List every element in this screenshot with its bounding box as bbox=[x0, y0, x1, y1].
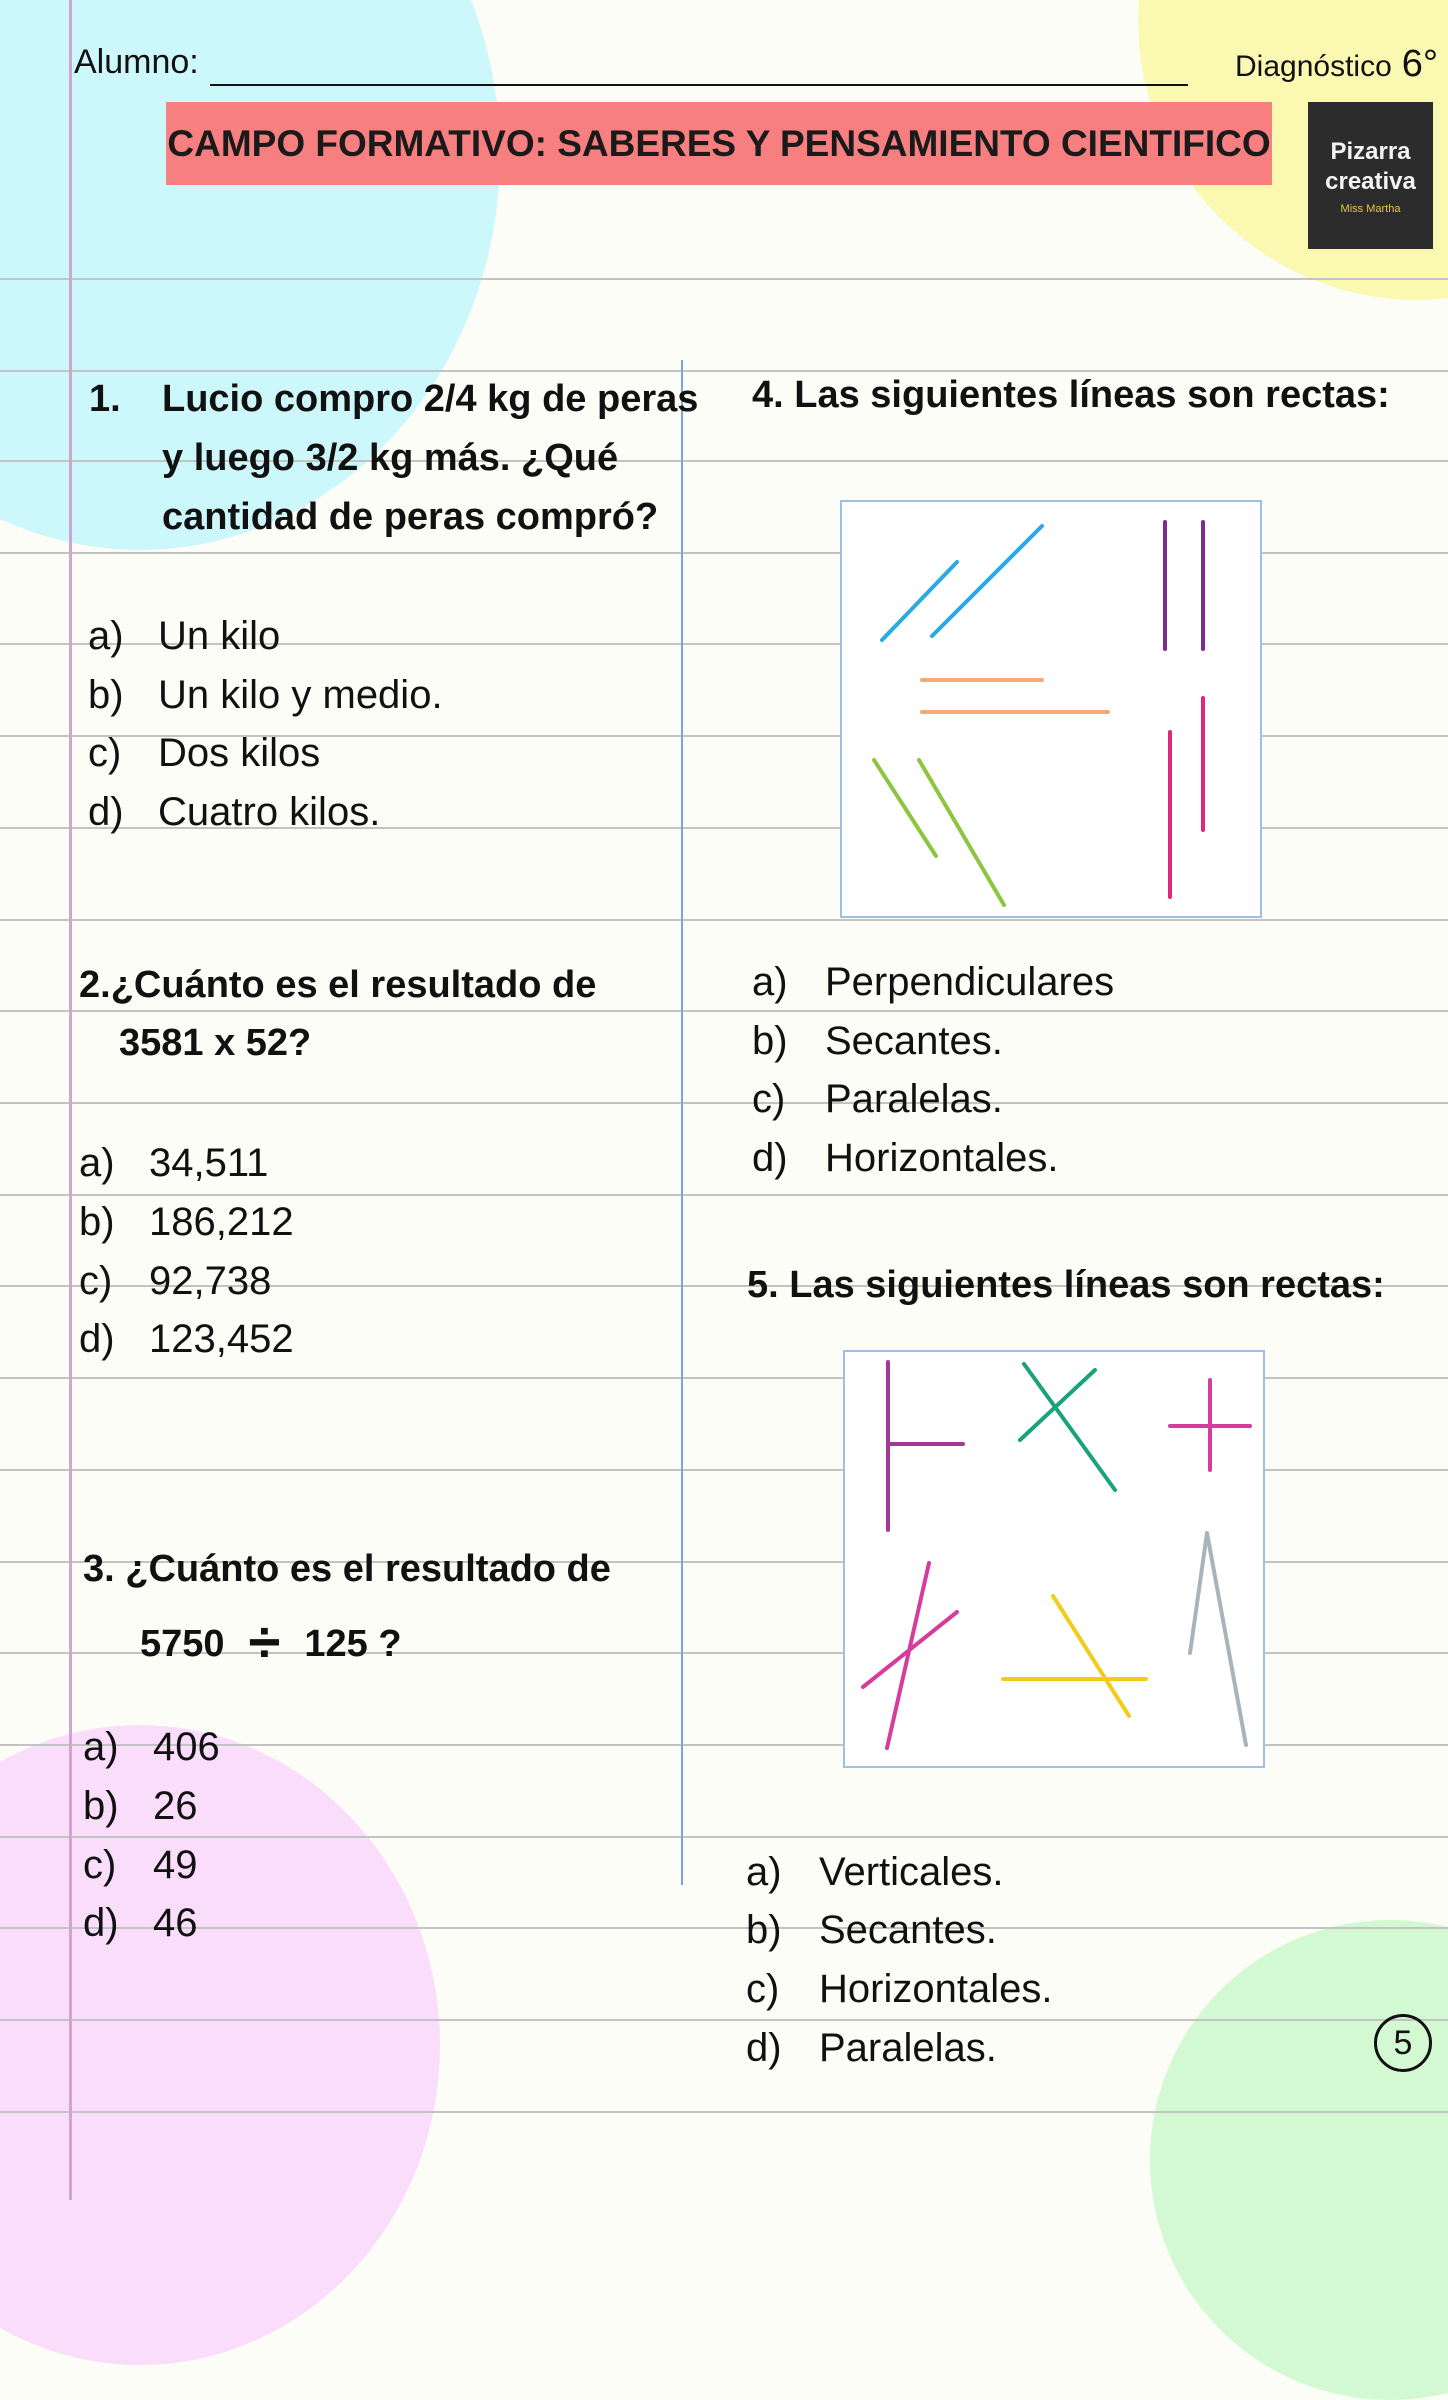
line-yellow bbox=[1053, 1596, 1129, 1716]
margin-line bbox=[69, 0, 72, 2200]
option-letter: a) bbox=[746, 1850, 782, 1894]
option-text: Dos kilos bbox=[158, 731, 321, 775]
lines-illustration bbox=[842, 502, 1260, 916]
line-magenta bbox=[863, 1612, 957, 1687]
answer-option[interactable] bbox=[752, 1138, 1058, 1178]
question-text-line bbox=[140, 1608, 402, 1675]
answer-option[interactable] bbox=[83, 1845, 198, 1885]
pizarra-creativa-logo bbox=[1308, 102, 1433, 249]
campo-formativo-title: CAMPO FORMATIVO: SABERES Y PENSAMIENTO CIENTIFICO bbox=[167, 122, 1271, 164]
answer-option[interactable] bbox=[88, 792, 380, 832]
option-text: 406 bbox=[153, 1725, 220, 1769]
logo-line-1: Pizarra bbox=[1330, 137, 1411, 165]
option-text: Paralelas. bbox=[825, 1077, 1003, 1121]
option-letter: c) bbox=[79, 1259, 113, 1303]
decor-circle-green bbox=[1150, 1920, 1448, 2400]
option-letter: b) bbox=[79, 1200, 115, 1244]
answer-option[interactable] bbox=[83, 1727, 220, 1767]
option-text: Secantes. bbox=[825, 1019, 1003, 1063]
answer-option[interactable] bbox=[746, 1910, 997, 1950]
answer-option[interactable] bbox=[752, 962, 1114, 1002]
answer-option[interactable] bbox=[79, 1319, 294, 1359]
question-title: 5. Las siguientes líneas son rectas: bbox=[747, 1264, 1385, 1306]
option-letter: b) bbox=[83, 1784, 119, 1828]
lines-illustration bbox=[845, 1352, 1263, 1766]
option-text: Un kilo y medio. bbox=[158, 673, 443, 717]
option-letter: b) bbox=[88, 673, 124, 717]
option-letter: c) bbox=[746, 1967, 780, 2011]
answer-option[interactable] bbox=[79, 1261, 271, 1301]
answer-option[interactable] bbox=[88, 675, 443, 715]
page-number: 5 bbox=[1374, 2014, 1432, 2072]
diagnostico-label bbox=[1235, 45, 1438, 83]
notebook-rule bbox=[0, 1102, 1448, 1104]
dividend: 5750 bbox=[140, 1623, 225, 1665]
notebook-rule bbox=[0, 1927, 1448, 1929]
answer-option[interactable] bbox=[752, 1079, 1003, 1119]
option-text: 34,511 bbox=[149, 1141, 269, 1185]
option-text: Secantes. bbox=[819, 1908, 997, 1952]
divide-icon: ÷ bbox=[248, 1610, 281, 1675]
question-text-line: 2.¿Cuánto es el resultado de bbox=[79, 964, 597, 1006]
divisor: 125 ? bbox=[304, 1623, 402, 1665]
question-title: 4. Las siguientes líneas son rectas: bbox=[752, 374, 1390, 416]
line-gray bbox=[1207, 1533, 1246, 1745]
line-blue bbox=[932, 526, 1042, 636]
option-text: 186,212 bbox=[149, 1200, 294, 1244]
line-magenta bbox=[887, 1563, 929, 1748]
option-letter: b) bbox=[752, 1019, 788, 1063]
question-text-line: Lucio compro 2/4 kg de peras bbox=[162, 378, 699, 420]
option-text: 26 bbox=[153, 1784, 198, 1828]
decor-circle-pink bbox=[0, 1725, 440, 2365]
option-letter: d) bbox=[746, 2026, 782, 2070]
answer-option[interactable] bbox=[746, 1969, 1052, 2009]
line-teal bbox=[1024, 1364, 1115, 1490]
option-letter: c) bbox=[83, 1843, 117, 1887]
option-letter: a) bbox=[79, 1141, 115, 1185]
answer-option[interactable] bbox=[79, 1202, 294, 1242]
option-text: Un kilo bbox=[158, 614, 281, 658]
notebook-rule bbox=[0, 370, 1448, 372]
option-letter: d) bbox=[79, 1317, 115, 1361]
option-text: Horizontales. bbox=[819, 1967, 1053, 2011]
option-letter: a) bbox=[88, 614, 124, 658]
logo-line-3: Miss Martha bbox=[1340, 202, 1401, 215]
option-text: 46 bbox=[153, 1901, 198, 1945]
alumno-name-field[interactable] bbox=[210, 84, 1188, 86]
notebook-rule bbox=[0, 278, 1448, 280]
option-letter: a) bbox=[752, 960, 788, 1004]
option-letter: d) bbox=[83, 1901, 119, 1945]
question-text-line: cantidad de peras compró? bbox=[162, 496, 659, 538]
line-green bbox=[919, 760, 1004, 905]
notebook-rule bbox=[0, 1194, 1448, 1196]
answer-option[interactable] bbox=[752, 1021, 1003, 1061]
notebook-rule bbox=[0, 2111, 1448, 2113]
option-text: Verticales. bbox=[819, 1850, 1004, 1894]
option-text: Perpendiculares bbox=[825, 960, 1115, 1004]
line-gray bbox=[1190, 1533, 1207, 1653]
answer-option[interactable] bbox=[88, 616, 280, 656]
lines-figure-q5 bbox=[843, 1350, 1265, 1768]
option-letter: d) bbox=[88, 790, 124, 834]
option-text: Horizontales. bbox=[825, 1136, 1059, 1180]
option-text: 92,738 bbox=[149, 1259, 272, 1303]
option-text: Paralelas. bbox=[819, 2026, 997, 2070]
line-blue bbox=[882, 562, 957, 640]
question-text-line: y luego 3/2 kg más. ¿Qué bbox=[162, 437, 619, 479]
notebook-rule bbox=[0, 1010, 1448, 1012]
lines-figure-q4 bbox=[840, 500, 1262, 918]
option-text: Cuatro kilos. bbox=[158, 790, 381, 834]
option-text: 49 bbox=[153, 1843, 198, 1887]
notebook-rule bbox=[0, 2019, 1448, 2021]
question-text-line: 3581 x 52? bbox=[119, 1022, 312, 1064]
line-teal bbox=[1020, 1370, 1095, 1440]
answer-option[interactable] bbox=[746, 2028, 997, 2068]
option-letter: c) bbox=[752, 1077, 786, 1121]
option-text: 123,452 bbox=[149, 1317, 294, 1361]
answer-option[interactable] bbox=[83, 1903, 198, 1943]
notebook-rule bbox=[0, 1836, 1448, 1838]
question-number: 1. bbox=[89, 378, 121, 420]
alumno-label: Alumno: bbox=[74, 43, 199, 81]
grade-label: 6° bbox=[1401, 43, 1439, 85]
option-letter: d) bbox=[752, 1136, 788, 1180]
answer-option[interactable] bbox=[746, 1852, 1004, 1892]
diagnostico-text: Diagnóstico bbox=[1235, 50, 1392, 83]
column-divider bbox=[681, 360, 683, 1885]
campo-formativo-banner bbox=[166, 102, 1272, 185]
option-letter: c) bbox=[88, 731, 122, 775]
answer-option[interactable] bbox=[88, 733, 320, 773]
option-letter: a) bbox=[83, 1725, 119, 1769]
answer-option[interactable] bbox=[83, 1786, 198, 1826]
logo-line-2: creativa bbox=[1325, 167, 1416, 195]
answer-option[interactable] bbox=[79, 1143, 268, 1183]
question-text-line: 3. ¿Cuánto es el resultado de bbox=[83, 1548, 611, 1590]
option-letter: b) bbox=[746, 1908, 782, 1952]
